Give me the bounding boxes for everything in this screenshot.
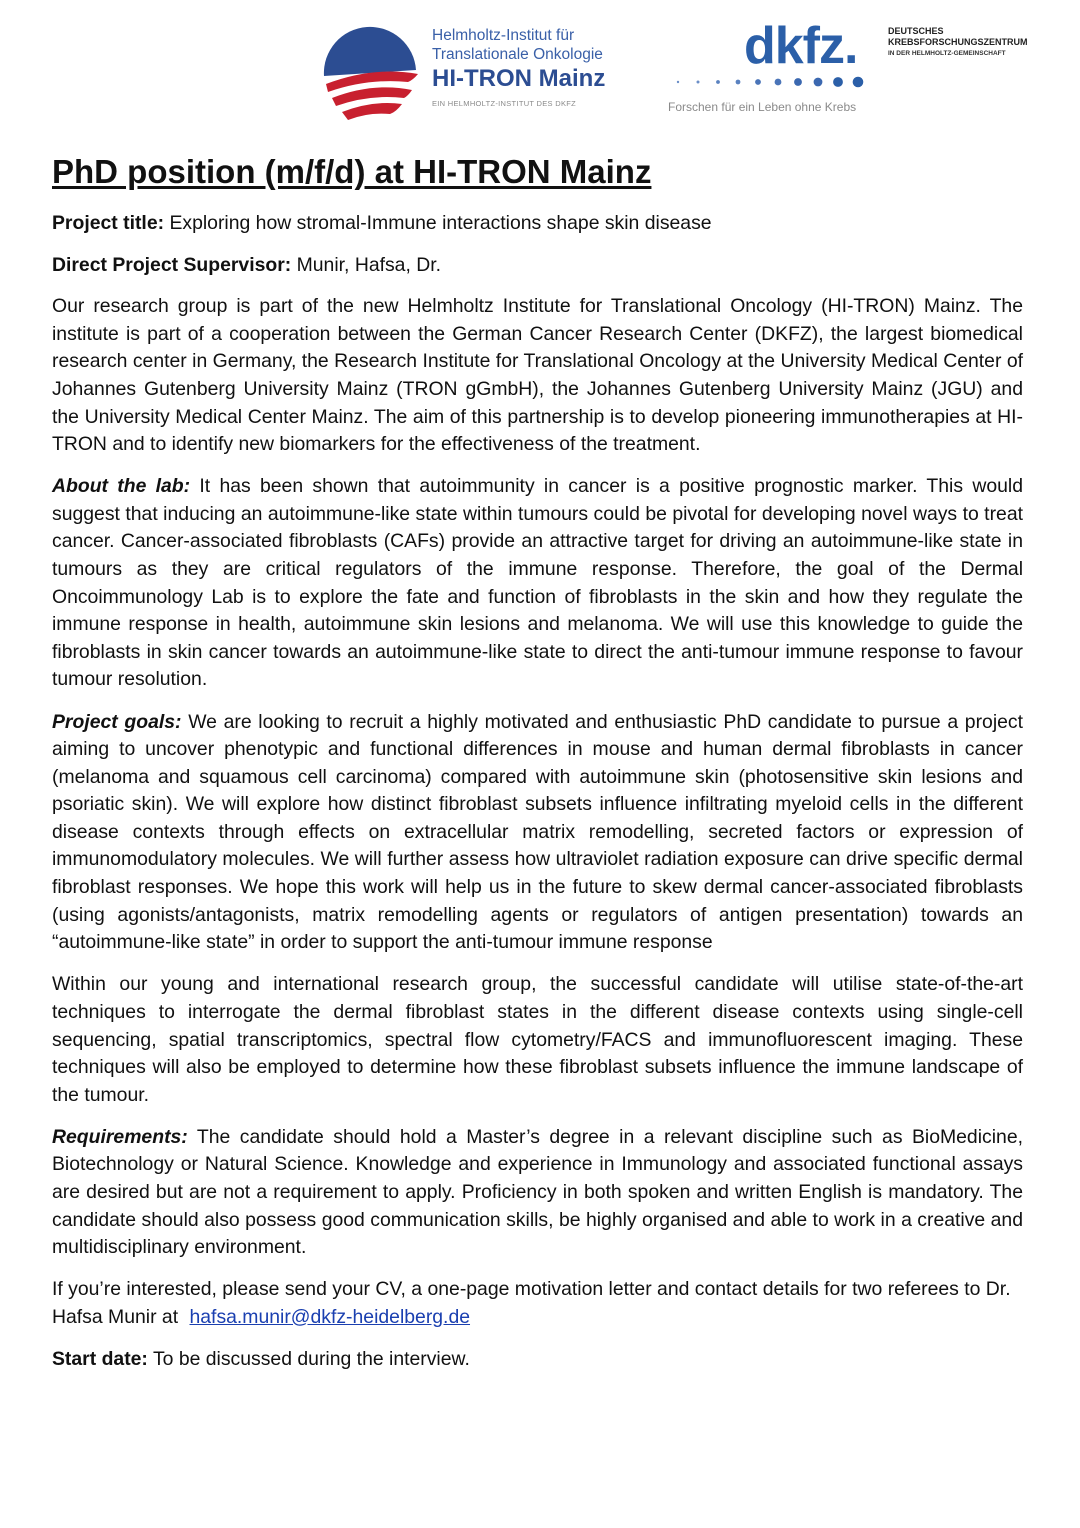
requirements-paragraph	[52, 1124, 1023, 1262]
document-body	[52, 210, 1023, 1388]
dkfz-logo	[664, 17, 1074, 120]
project-goals-paragraph	[52, 709, 1023, 957]
dkfz-wordmark: dkfz.	[744, 17, 858, 75]
apply-text: If you’re interested, please send your CV, a one-page motivation letter and contact details for two referees to Dr. Hafsa Munir at	[52, 1278, 1011, 1328]
supervisor-value: Munir, Hafsa, Dr.	[296, 253, 442, 276]
requirements-label: Requirements:	[52, 1125, 188, 1148]
intro-paragraph: Our research group is part of the new Helmholtz Institute for Translational Oncology (HI-TRON) Mainz. The institute is part of a cooperation between the German Cancer Research Center (DKFZ), the largest biomedical research center in Germany, the Research Institute for Translational Oncology at the University Medical Center of Johannes Gutenberg University Mainz (TRON gGmbH), the Johannes Gutenberg University Mainz (JGU) and the University Medical Center Mainz. The aim of this partnership is to develop pioneering immunotherapies at HI-TRON and to identify new biomarkers for the effectiveness of the treatment.	[52, 295, 1023, 456]
start-date-label: Start date:	[52, 1347, 148, 1370]
about-lab-label: About the lab:	[52, 475, 191, 498]
dkfz-name-line-3: IN DER HELMHOLTZ-GEMEINSCHAFT	[888, 50, 1006, 57]
project-title-label: Project title:	[52, 212, 165, 234]
hitron-line-4: EIN HELMHOLTZ-INSTITUT DES DKFZ	[432, 99, 577, 108]
hitron-logo	[318, 22, 628, 122]
hitron-emblem-icon	[318, 26, 426, 124]
project-goals-label: Project goals:	[52, 710, 182, 733]
dkfz-tagline: Forschen für ein Leben ohne Krebs	[668, 100, 857, 114]
supervisor-line	[52, 252, 1023, 280]
dkfz-dots-icon	[670, 74, 870, 90]
start-date-value: To be discussed during the interview.	[152, 1347, 470, 1370]
project-title-line	[52, 210, 1023, 238]
supervisor-label: Direct Project Supervisor:	[52, 253, 292, 276]
project-title-value: Exploring how stromal-Immune interactions shape skin disease	[169, 212, 712, 234]
hitron-line-3: HI-TRON Mainz	[432, 65, 606, 92]
about-lab-text: It has been shown that autoimmunity in cancer is a positive prognostic marker. This would suggest that inducing an autoimmune-like state within tumours could be pivotal for developing novel ways to treat cancer. Cancer-associated fibroblasts (CAFs) provide an attractive target for driving an autoimmune-like state in tumours as they are critical regulators of the immune response. Therefore, the goal of the Dermal Oncoimmunology Lab is to explore the fate and function of fibroblasts in the skin and how they regulate the immune response in health, autoimmune skin lesions and melanoma. We will use this knowledge to guide the fibroblasts in skin cancer towards an autoimmune-like state to direct the anti-tumour immune response to favour tumour resolution.	[52, 475, 1023, 691]
contact-email-link[interactable]: hafsa.munir@dkfz-heidelberg.de	[189, 1305, 471, 1328]
requirements-text: The candidate should hold a Master’s degree in a relevant discipline such as BioMedicine, Biotechnology or Natural Science. Knowledge and experience in Immunology and associated functional assays are desired but are not a requirement to apply. Proficiency in both spoken and written English is mandatory. The candidate should also possess good communication skills, be highly organised and able to work in a creative and multidisciplinary environment.	[52, 1125, 1023, 1259]
techniques-paragraph: Within our young and international research group, the successful candidate will utilise state-of-the-art techniques to interrogate the dermal fibroblast states in the different disease contexts using single-cell sequencing, spatial transcriptomics, spectral flow cytometry/FACS and immunofluorescent imaging. These techniques will also be employed to determine how these fibroblast subsets influence the immune landscape of the tumour.	[52, 973, 1023, 1106]
hitron-line-1: Helmholtz-Institut für	[432, 27, 575, 44]
project-goals-text: We are looking to recruit a highly motivated and enthusiastic PhD candidate to pursue a project aiming to uncover phenotypic and functional differences in mouse and human dermal fibroblasts in cancer (melanoma and squamous cell carcinoma) compared with autoimmune skin (photosensitive skin lesions and psoriatic skin). We will explore how distinct fibroblast subsets influence infiltrating myeloid cells in the different disease contexts through effects on extracellular matrix remodelling, secreted factors or expression of immunomodulatory molecules. We will further assess how ultraviolet radiation exposure can drive specific dermal fibroblast responses. We hope this work will help us in the future to skew dermal cancer-associated fibroblasts (using agonists/antagonists, matrix remodelling agents or regulators of antigen presentation) towards an “autoimmune-like state” in order to support the anti-tumour immune response	[52, 710, 1023, 954]
dkfz-names	[888, 26, 1028, 59]
dkfz-name-line-1: DEUTSCHES	[888, 26, 944, 36]
hitron-line-2: Translationale Onkologie	[432, 46, 603, 63]
dkfz-name-line-2: KREBSFORSCHUNGSZENTRUM	[888, 37, 1028, 47]
page-title: PhD position (m/f/d) at HI-TRON Mainz	[52, 153, 652, 190]
apply-paragraph	[52, 1276, 1023, 1331]
start-date-line	[52, 1346, 1023, 1374]
about-lab-paragraph	[52, 473, 1023, 694]
